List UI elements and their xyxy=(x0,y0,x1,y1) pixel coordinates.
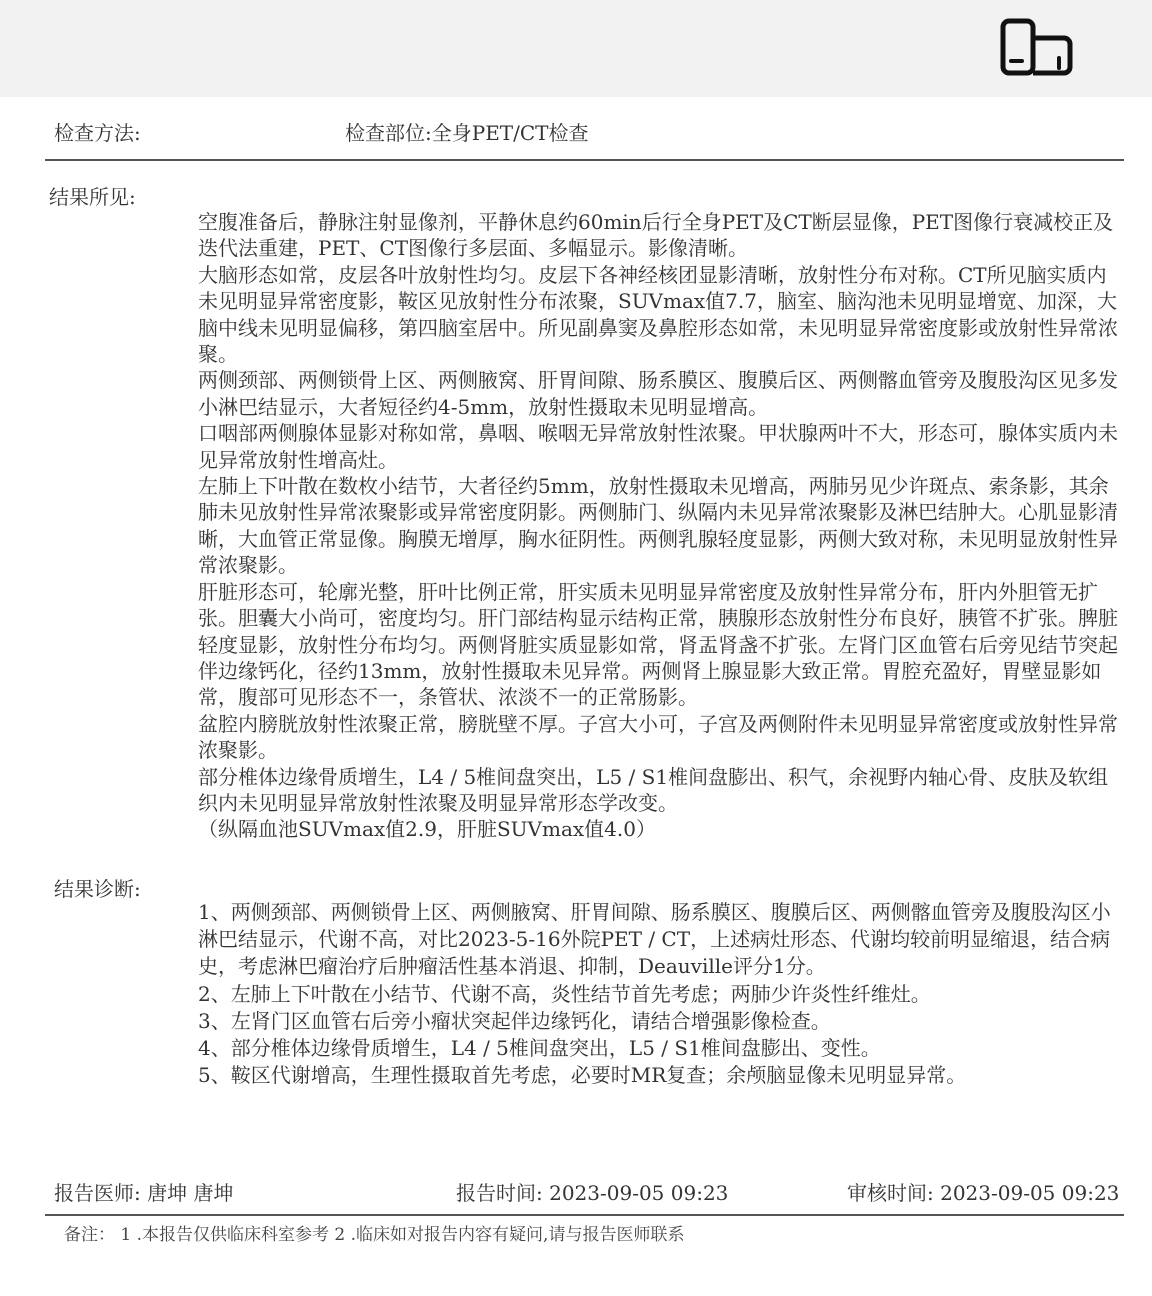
exam-method-label: 检查方法: xyxy=(54,121,141,145)
findings-label: 结果所见: xyxy=(49,185,136,209)
review-time: 审核时间: 2023-09-05 09:23 xyxy=(847,1181,1120,1205)
header-divider xyxy=(45,159,1124,161)
diagnosis-text xyxy=(198,899,1122,1089)
findings-paragraph: 大脑形态如常，皮层各叶放射性均匀。皮层下各神经核团显影清晰，放射性分布对称。CT所见脑实质内未见明显异常密度影，鞍区见放射性分布浓聚，SUVmax值7.7，脑室、脑沟池未见明显增宽、加深，大脑中线未见明显偏移，第四脑室居中。所见副鼻窦及鼻腔形态如常，未见明显异常密度影或放射性异常浓聚。 xyxy=(198,262,1118,367)
findings-paragraph: 肝脏形态可，轮廓光整，肝叶比例正常，肝实质未见明显异常密度及放射性异常分布，肝内外胆管无扩张。胆囊大小尚可，密度均匀。肝门部结构显示结构正常，胰腺形态放射性分布良好，胰管不扩张。脾脏轻度显影，放射性分布均匀。两侧肾脏实质显影如常，肾盂肾盏不扩张。左肾门区血管右后旁见结节突起伴边缘钙化，径约13mm，放射性摄取未见异常。两侧肾上腺显影大致正常。胃腔充盈好，胃壁显影如常，腹部可见形态不一，条管状、浓淡不一的正常肠影。 xyxy=(198,579,1118,710)
pet-ct-report xyxy=(0,97,1152,1296)
exam-site-label: 检查部位:全身PET/CT检查 xyxy=(345,121,589,145)
diagnosis-item: 4、部分椎体边缘骨质增生，L4 / 5椎间盘突出，L5 / S1椎间盘膨出、变性。 xyxy=(198,1036,881,1061)
report-doctor: 报告医师: 唐坤 唐坤 xyxy=(54,1181,234,1205)
rotate-screen-icon[interactable] xyxy=(998,16,1076,78)
findings-paragraph: 两侧颈部、两侧锁骨上区、两侧腋窝、肝胃间隙、肠系膜区、腹膜后区、两侧髂血管旁及腹股沟区见多发小淋巴结显示，大者短径约4-5mm，放射性摄取未见明显增高。 xyxy=(198,368,1118,419)
findings-paragraph: （纵隔血池SUVmax值2.9，肝脏SUVmax值4.0） xyxy=(198,817,656,842)
diagnosis-item: 1、两侧颈部、两侧锁骨上区、两侧腋窝、肝胃间隙、肠系膜区、腹膜后区、两侧髂血管旁及腹股沟区小淋巴结显示，代谢不高，对比2023-5-16外院PET / CT，上述病灶形态、代谢均较前明显缩退，结合病史，考虑淋巴瘤治疗后肿瘤活性基本消退、抑制，Deauville评分1分。 xyxy=(198,900,1111,979)
findings-text xyxy=(198,209,1122,843)
findings-paragraph: 部分椎体边缘骨质增生，L4 / 5椎间盘突出，L5 / S1椎间盘膨出、积气，余视野内轴心骨、皮肤及软组织内未见明显异常放射性浓聚及明显异常形态学改变。 xyxy=(198,764,1109,815)
findings-paragraph: 口咽部两侧腺体显影对称如常，鼻咽、喉咽无异常放射性浓聚。甲状腺两叶不大，形态可，腺体实质内未见异常放射性增高灶。 xyxy=(198,421,1118,472)
findings-paragraph: 盆腔内膀胱放射性浓聚正常，膀胱壁不厚。子宫大小可，子宫及两侧附件未见明显异常密度或放射性异常浓聚影。 xyxy=(198,711,1118,763)
findings-paragraph: 空腹准备后，静脉注射显像剂，平静休息约60min后行全身PET及CT断层显像，PET图像行衰减校正及迭代法重建，PET、CT图像行多层面、多幅显示。影像清晰。 xyxy=(198,210,1114,261)
footer-divider xyxy=(45,1214,1124,1216)
diagnosis-item: 3、左肾门区血管右后旁小瘤状突起伴边缘钙化，请结合增强影像检查。 xyxy=(198,1008,831,1033)
findings-paragraph: 左肺上下叶散在数枚小结节，大者径约5mm，放射性摄取未见增高，两肺另见少许斑点、索条影，其余肺未见放射性异常浓聚影或异常密度阴影。两侧肺门、纵隔内未见异常浓聚影及淋巴结肿大。心肌显影清晰，大血管正常显像。胸膜无增厚，胸水征阴性。两侧乳腺轻度显影，两侧大致对称，未见明显放射性异常浓聚影。 xyxy=(198,474,1118,578)
top-toolbar xyxy=(0,0,1152,97)
diagnosis-item: 5、鞍区代谢增高，生理性摄取首先考虑，必要时MR复查；余颅脑显像未见明显异常。 xyxy=(198,1063,967,1088)
report-time: 报告时间: 2023-09-05 09:23 xyxy=(456,1181,729,1205)
report-notes: 备注： 1 .本报告仅供临床科室参考 2 .临床如对报告内容有疑问,请与报告医师联系 xyxy=(64,1225,685,1245)
diagnosis-item: 2、左肺上下叶散在小结节、代谢不高，炎性结节首先考虑；两肺少许炎性纤维灶。 xyxy=(198,981,931,1006)
diagnosis-label: 结果诊断: xyxy=(54,877,141,901)
